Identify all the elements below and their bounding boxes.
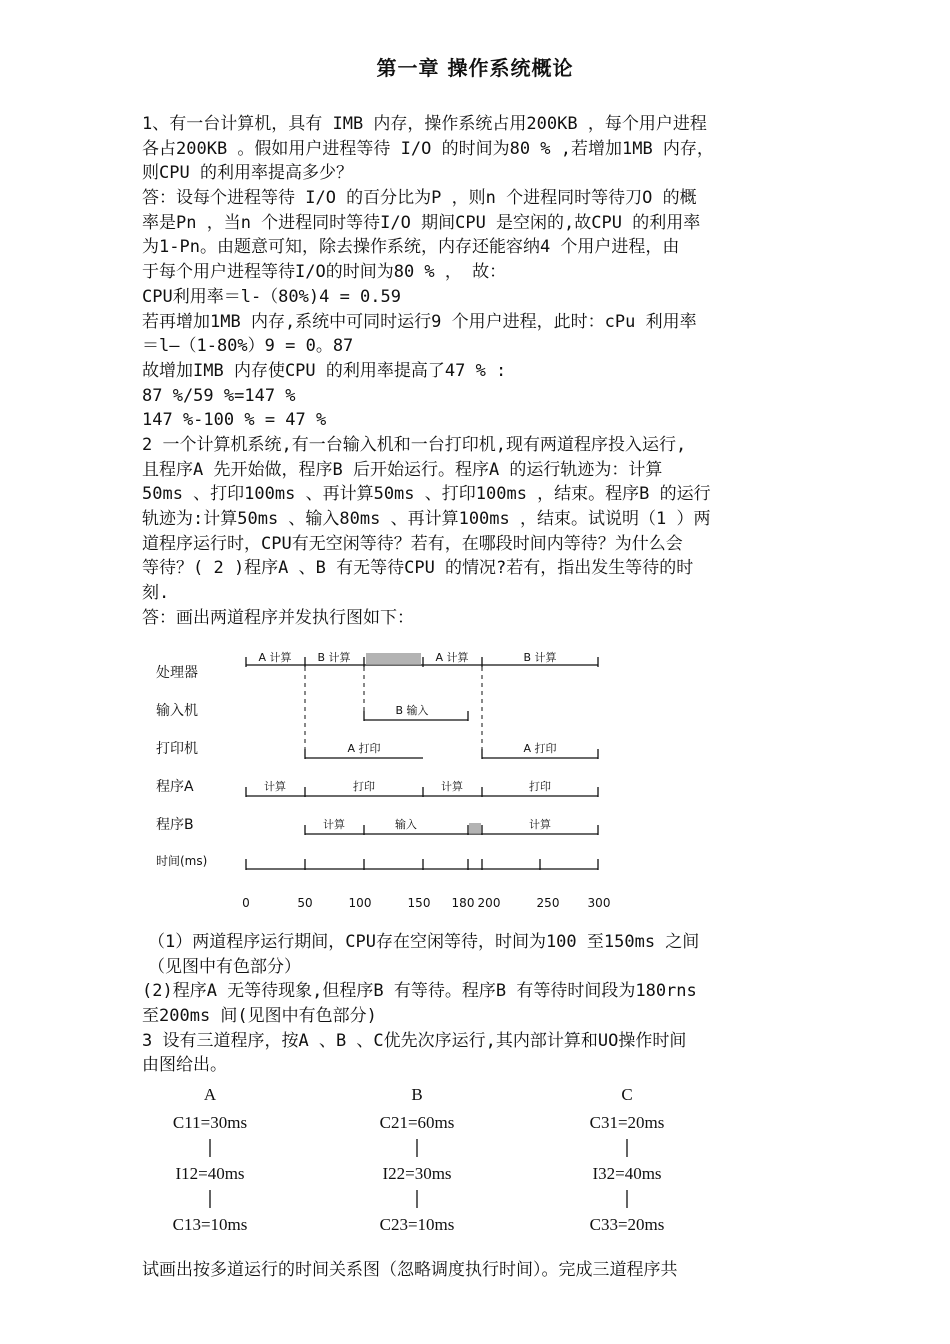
program-b-c1: C21=60ms bbox=[379, 1113, 455, 1132]
text-line: 为1-Pn。由题意可知，除去操作系统，内存还能容纳4 个用户进程，由 bbox=[142, 237, 680, 258]
time-tick-label: 50 bbox=[297, 896, 313, 910]
text-line: 至200ms 间(见图中有色部分) bbox=[142, 1006, 377, 1027]
text-line: 且程序A 先开始做，程序B 后开始运行。程序A 的运行轨迹为：计算 bbox=[142, 459, 663, 480]
text-line: 轨迹为:计算50ms 、输入80ms 、再计算100ms ，结束。试说明（1 ）两 bbox=[142, 509, 711, 529]
text-line: 2 一个计算机系统,有一台输入机和一台打印机,现有两道程序投入运行, bbox=[142, 434, 687, 455]
program-b-i: I22=30ms bbox=[382, 1164, 452, 1183]
program-a-i: I12=40ms bbox=[175, 1164, 245, 1183]
concurrency-diagram bbox=[150, 645, 620, 915]
printer-segment-a2: A 打印 bbox=[523, 742, 557, 755]
row-label-input: 输入机 bbox=[156, 703, 198, 719]
prog-b-segment: 输入 bbox=[395, 818, 417, 831]
time-tick-label: 200 bbox=[477, 896, 501, 910]
three-programs-figure bbox=[142, 1082, 702, 1242]
text-line: 由图给出。 bbox=[142, 1055, 227, 1076]
row-label-prog-a: 程序A bbox=[156, 779, 194, 795]
program-a-c2: C13=10ms bbox=[172, 1215, 248, 1234]
prog-a-segment: 打印 bbox=[529, 780, 551, 793]
program-c-i: I32=40ms bbox=[592, 1164, 662, 1183]
prog-b-segment: 计算 bbox=[529, 818, 551, 831]
text-line: 试画出按多道运行的时间关系图（忽略调度执行时间）。完成三道程序共 bbox=[142, 1260, 678, 1280]
text-line: 率是Pn ，当n 个进程同时等待I/O 期间CPU 是空闲的,故CPU 的利用率 bbox=[142, 212, 701, 233]
text-line: CPU利用率＝l-（80%)4 = 0.59 bbox=[142, 286, 401, 307]
prog-a-segment: 计算 bbox=[264, 780, 286, 793]
text-line: （见图中有色部分） bbox=[148, 956, 301, 977]
text-line: (2)程序A 无等待现象,但程序B 有等待。程序B 有等待时间段为180rns bbox=[142, 981, 697, 1002]
printer-segment-a1: A 打印 bbox=[347, 742, 381, 755]
prog-a-segment: 打印 bbox=[353, 780, 375, 793]
text-line: 则CPU 的利用率提高多少？ bbox=[142, 163, 353, 184]
cpu-segment-a1: A 计算 bbox=[258, 651, 292, 664]
program-c-c1: C31=20ms bbox=[589, 1113, 665, 1132]
text-line: 87 %/59 %=147 % bbox=[142, 385, 296, 406]
time-tick-label: 0 bbox=[242, 896, 250, 910]
row-label-time: 时间(ms) bbox=[156, 854, 208, 868]
prog-a-segment: 计算 bbox=[441, 780, 463, 793]
text-line: 若再增加1MB 内存,系统中可同时运行9 个用户进程，此时：cPu 利用率 bbox=[142, 311, 697, 332]
text-line: 故增加IMB 内存使CPU 的利用率提高了47 % : bbox=[142, 360, 507, 381]
cpu-segment-a2: A 计算 bbox=[435, 651, 469, 664]
text-line: 于每个用户进程等待I/O的时间为80 % ， 故： bbox=[142, 262, 507, 283]
text-block-bottom bbox=[142, 1258, 832, 1283]
text-block-middle bbox=[142, 930, 832, 1078]
program-a-c1: C11=30ms bbox=[172, 1113, 248, 1132]
text-line: 50ms 、打印100ms 、再计算50ms 、打印100ms ，结束。程序B 的运行 bbox=[142, 484, 711, 505]
cpu-segment-b2: B 计算 bbox=[523, 651, 557, 664]
cpu-segment-b1: B 计算 bbox=[317, 651, 351, 664]
text-line: 刻. bbox=[142, 583, 170, 604]
time-tick-label: 250 bbox=[536, 896, 560, 910]
text-line: 等待？( 2 )程序A 、B 有无等待CPU 的情况?若有，指出发生等待的时 bbox=[142, 558, 694, 579]
text-line: 1、有一台计算机，具有 IMB 内存，操作系统占用200KB ，每个用户进程 bbox=[142, 114, 707, 134]
row-label-printer: 打印机 bbox=[156, 741, 198, 757]
prog-b-wait-shading bbox=[469, 823, 481, 834]
cpu-idle-shading bbox=[366, 653, 421, 665]
program-c-c2: C33=20ms bbox=[589, 1215, 665, 1234]
prog-b-segment: 计算 bbox=[323, 818, 345, 831]
text-line: 道程序运行时，CPU有无空闲等待？若有，在哪段时间内等待？为什么会 bbox=[142, 533, 683, 554]
input-segment-b: B 输入 bbox=[395, 704, 429, 717]
time-tick-label: 180 bbox=[451, 896, 475, 910]
text-line: 答：设每个进程等待 I/O 的百分比为P ，则n 个进程同时等待刀O 的概 bbox=[142, 188, 697, 209]
row-label-prog-b: 程序B bbox=[156, 817, 194, 833]
text-line: 3 设有三道程序，按A 、B 、C优先次序运行,其内部计算和UO操作时间 bbox=[142, 1030, 687, 1051]
time-tick-label: 100 bbox=[348, 896, 372, 910]
time-tick-label: 150 bbox=[407, 896, 431, 910]
text-block-top bbox=[142, 112, 832, 630]
program-a-name: A bbox=[203, 1085, 217, 1104]
program-b-c2: C23=10ms bbox=[379, 1215, 455, 1234]
text-line: ＝l—（1-80%）9 = 0。87 bbox=[142, 336, 354, 357]
time-tick-label: 300 bbox=[587, 896, 611, 910]
row-label-cpu: 处理器 bbox=[156, 665, 198, 681]
chapter-title: 第一章 操作系统概论 bbox=[376, 56, 574, 80]
text-line: 147 %-100 % = 47 % bbox=[142, 410, 327, 431]
text-line: （1）两道程序运行期间，CPU存在空闲等待，时间为100 至150ms 之间 bbox=[148, 932, 700, 952]
program-b-name: B bbox=[411, 1085, 423, 1104]
program-c-name: C bbox=[621, 1085, 633, 1104]
text-line: 各占200KB 。假如用户进程等待 I/O 的时间为80 % ,若增加1MB 内存， bbox=[142, 138, 714, 159]
text-line: 答：画出两道程序并发执行图如下： bbox=[142, 607, 414, 628]
